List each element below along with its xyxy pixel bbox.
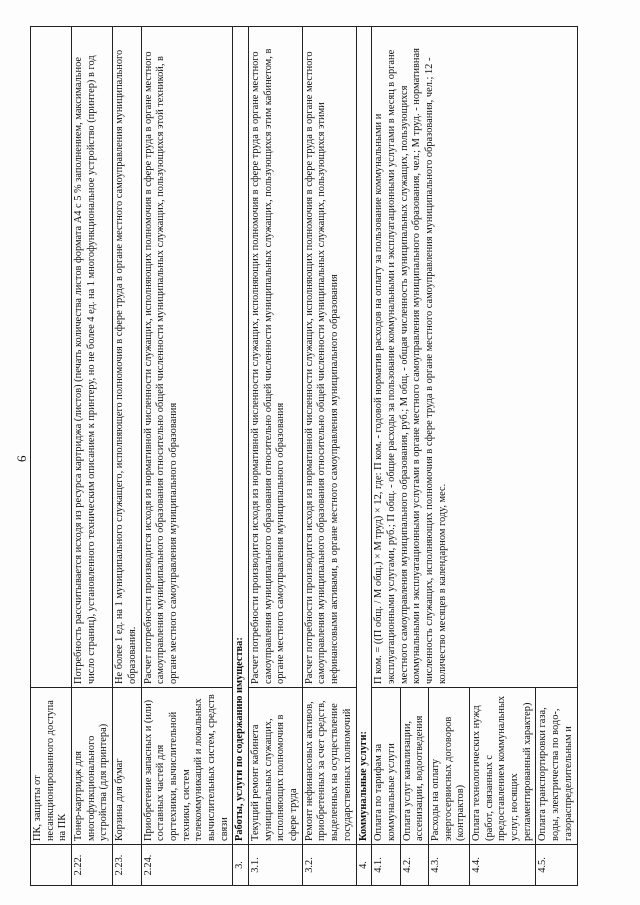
expense-table <box>30 26 578 886</box>
item-name: Оплата услуг канализации, ассенизации, водоотведения <box>400 688 428 845</box>
section-row <box>233 27 249 886</box>
row-number: 4.3. <box>428 845 469 886</box>
item-name: Ремонт нефинансовых активов, приобретенных за счет средств, выделенных на осуществление государственных полномочий <box>302 688 356 845</box>
table-row <box>31 27 72 886</box>
item-name: Текущий ремонт кабинета муниципальных служащих, исполняющих полномочия в сфере труда <box>249 688 303 845</box>
section-number: 3. <box>233 845 249 886</box>
item-name: Приобретение запасных и (или) составных частей для оргтехники, вычислительной техники, систем телекоммуникаций и локальных вычислительных систем, средств связи <box>141 688 233 845</box>
table-row <box>72 27 113 886</box>
table-row <box>141 27 233 886</box>
item-description: Не более 1 ед. на 1 муниципального служащего, исполняющего полномочия в сфере труда в органе местного самоуправления муниципального образования. <box>113 27 141 688</box>
section-row <box>356 27 372 886</box>
row-number: 4.4. <box>470 845 536 886</box>
row-number: 3.2. <box>302 845 356 886</box>
section-number: 4. <box>356 845 372 886</box>
item-name: Оплата технологических нужд (работ, связанных с предоставлением коммунальных услуг, носящих регламентированный характер) <box>470 688 536 845</box>
item-description: Потребность рассчитывается исходя из ресурса картриджа (листов) (печать количества листов формата А4 с 5 % заполнением, максимальное число страниц), установленного техническим описанием к принтеру, но не более 4 ед. на 1 многофункциональное устройство (принтер) в год <box>72 27 113 688</box>
row-number: 3.1. <box>249 845 303 886</box>
item-name: ПК, защиты от несанкционированного доступа на ПК <box>31 688 72 845</box>
row-number: 2.23. <box>113 845 141 886</box>
row-number: 2.22. <box>72 845 113 886</box>
item-description: Расчет потребности производится исходя из нормативной численности служащих, исполняющих полномочия в сфере труда в органе местного самоуправления муниципального образования относительно общей численности муниципальных служащих, пользующихся этим кабинетом, в органе местного самоуправления муниципального образования <box>249 27 303 688</box>
row-number: 4.5. <box>536 845 577 886</box>
row-number: 4.1. <box>372 845 400 886</box>
row-number: 4.2. <box>400 845 428 886</box>
section-title: Работы, услуги по содержанию имущества: <box>233 27 249 845</box>
item-name: Оплата транспортировки газа, воды, электричества по водо-, газораспределительным и <box>536 688 577 845</box>
item-description: Расчет потребности производится исходя из нормативной численности служащих, исполняющих полномочия в сфере труда в органе местного самоуправления муниципального образования относительно общей численности муниципальных служащих, пользующихся этой техникой, в органе местного самоуправления муниципального образования <box>141 27 233 688</box>
table-row <box>302 27 356 886</box>
row-number <box>31 845 72 886</box>
rotated-content <box>10 12 630 892</box>
item-name: Расходы на оплату энергосервисных договоров (контрактов) <box>428 688 469 845</box>
item-name: Корзина для бумаг <box>113 688 141 845</box>
item-name: Оплата по тарифам за коммунальные услуги <box>372 688 400 845</box>
table-row <box>372 27 400 886</box>
row-number: 2.24. <box>141 845 233 886</box>
item-description: П ком. = ((П общ. / М общ.) × М труд) × 12, где: П ком. - годовой норматив расходов на оплату за пользование коммунальными и эксплуатационными услугами, руб.; П общ. - общие расходы за пользование коммунальными и эксплуатационными услугами в месяц в органе местного самоуправления муниципального образования, руб.; М общ. - общая численность муниципальных служащих, пользующихся коммунальными и эксплуатационными услугами в органе местного самоуправления муниципального образования, чел.; М труд. - нормативная численность служащих, исполняющих полномочия в сфере труда в органе местного самоуправления муниципального образования, чел.; 12 - количество месяцев в календарном году, мес. <box>372 27 577 688</box>
item-description: Расчет потребности производится исходя из нормативной численности служащих, исполняющих полномочия в сфере труда в органе местного самоуправления муниципального образования относительно общей численности муниципальных служащих, пользующихся этими нефинансовыми активами, в органе местного самоуправления муниципального образования <box>302 27 356 688</box>
item-description <box>31 27 72 688</box>
table-row <box>249 27 303 886</box>
item-name: Тонер-картридж для многофункционального устройства (для принтера) <box>72 688 113 845</box>
page-number: 6 <box>14 455 29 462</box>
table-row <box>113 27 141 886</box>
section-title: Коммунальные услуги: <box>356 27 372 845</box>
